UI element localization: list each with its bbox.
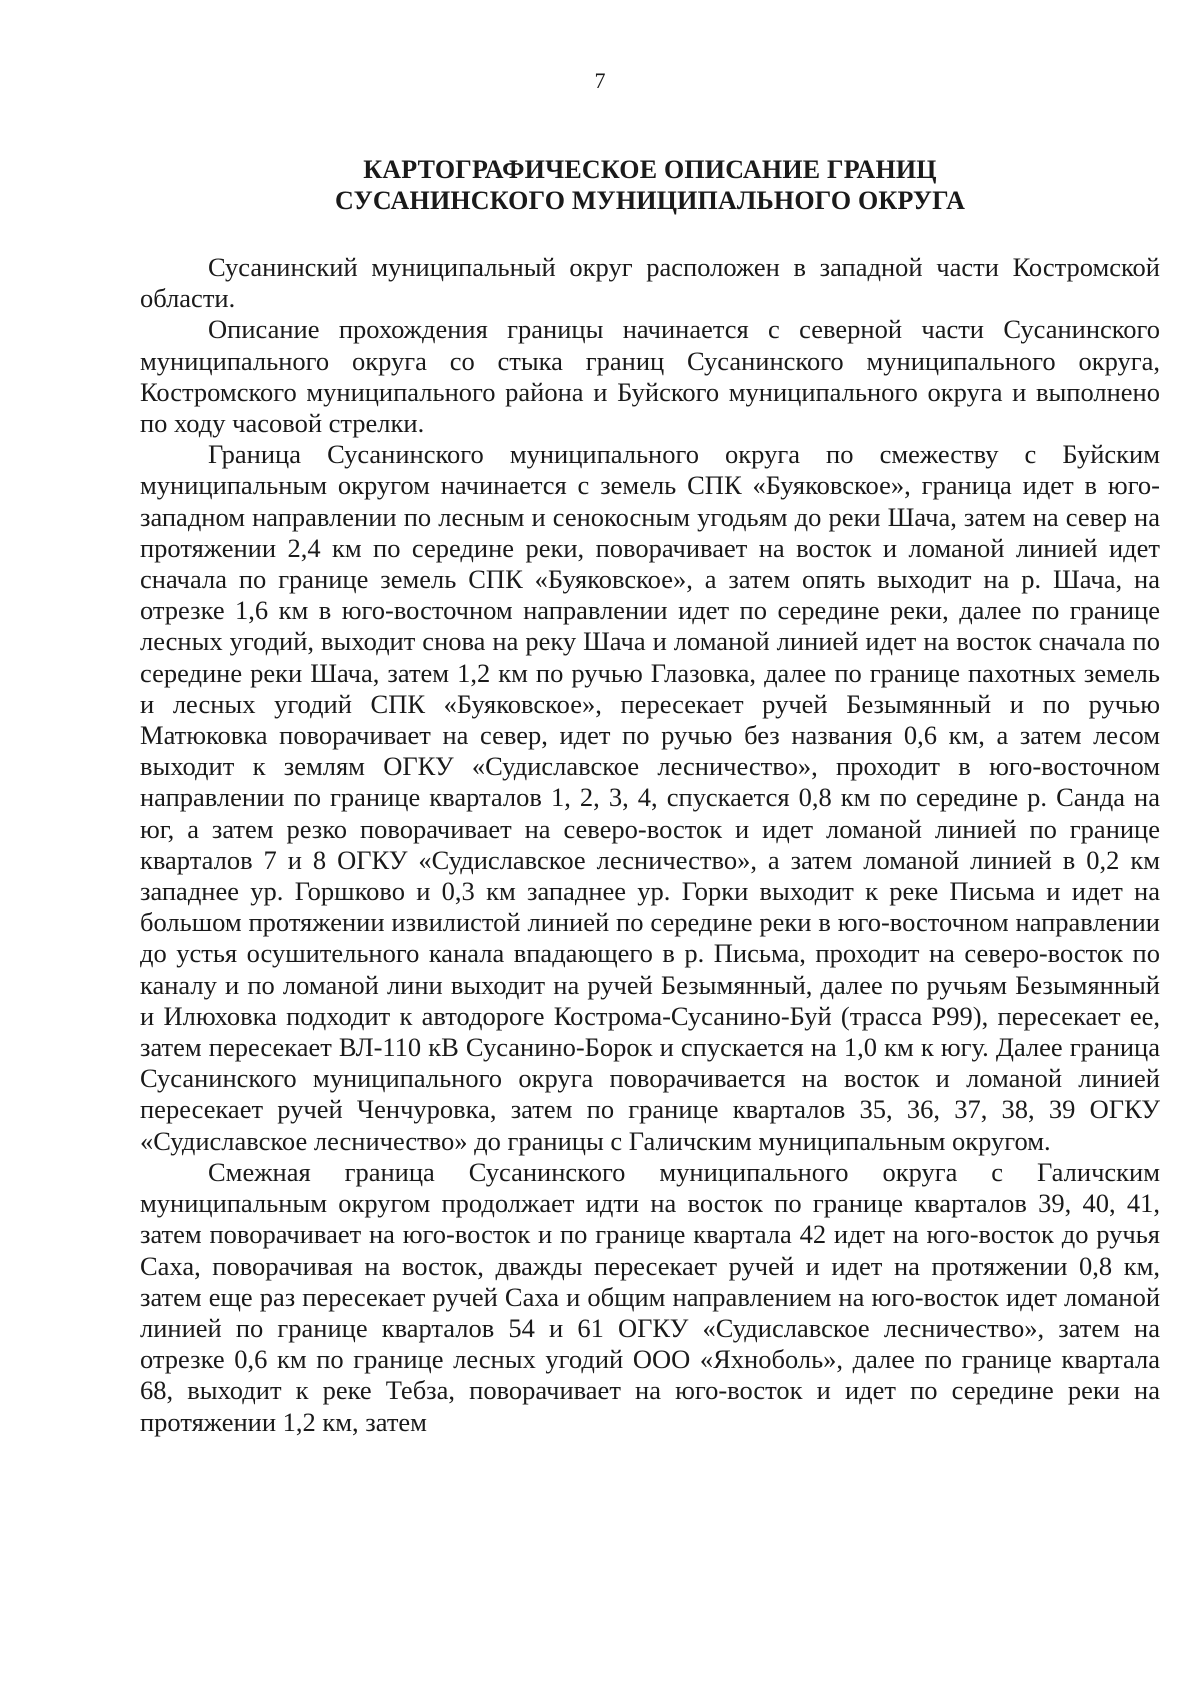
paragraph-location: Сусанинский муниципальный округ расположен в западной части Костромской области. xyxy=(140,252,1160,314)
title-line-1: КАРТОГРАФИЧЕСКОЕ ОПИСАНИЕ ГРАНИЦ xyxy=(363,155,937,184)
document-body xyxy=(140,252,1160,1438)
document-title xyxy=(140,154,1160,216)
page-number: 7 xyxy=(594,68,606,93)
paragraph-buysky-border: Граница Сусанинского муниципального округа по смежеству с Буйским муниципальным округом начинается с земель СПК «Буяковское», граница идет в юго-западном направлении по лесным и сенокосным угодьям до реки Шача, затем на север на протяжении 2,4 км по середине реки, поворачивает на восток и ломаной линией идет сначала по границе земель СПК «Буяковское», а затем опять выходит на р. Шача, на отрезке 1,6 км в юго-восточном направлении идет по середине реки, далее по границе лесных угодий, выходит снова на реку Шача и ломаной линией идет на восток сначала по середине реки Шача, затем 1,2 км по ручью Глазовка, далее по границе пахотных земель и лесных угодий СПК «Буяковское», пересекает ручей Безымянный и по ручью Матюковка поворачивает на север, идет по ручью без названия 0,6 км, а затем лесом выходит к землям ОГКУ «Судиславское лесничество», проходит в юго-восточном направлении по границе кварталов 1, 2, 3, 4, спускается 0,8 км по середине р. Санда на юг, а затем резко поворачивает на северо-восток и идет ломаной линией по границе кварталов 7 и 8 ОГКУ «Судиславское лесничество», а затем ломаной линией в 0,2 км западнее ур. Горшково и 0,3 км западнее ур. Горки выходит к реке Письма и идет на большом протяжении извилистой линией по середине реки в юго-восточном направлении до устья осушительного канала впадающего в р. Письма, проходит на северо-восток по каналу и по ломаной лини выходит на ручей Безымянный, далее по ручьям Безымянный и Илюховка подходит к автодороге Кострома-Сусанино-Буй (трасса Р99), пересекает ее, затем пересекает ВЛ-110 кВ Сусанино-Борок и спускается на 1,0 км к югу. Далее граница Сусанинского муниципального округа поворачивается на восток и ломаной линией пересекает ручей Ченчуровка, затем по границе кварталов 35, 36, 37, 38, 39 ОГКУ «Судиславское лесничество» до границы с Галичским муниципальным округом. xyxy=(140,439,1160,1156)
paragraph-galichsky-border: Смежная граница Сусанинского муниципального округа с Галичским муниципальным округом продолжает идти на восток по границе кварталов 39, 40, 41, затем поворачивает на юго-восток и по границе квартала 42 идет на юго-восток до ручья Саха, поворачивая на восток, дважды пересекает ручей и идет на протяжении 0,8 км, затем еще раз пересекает ручей Саха и общим направлением на юго-восток идет ломаной линией по границе кварталов 54 и 61 ОГКУ «Судиславское лесничество», затем на отрезке 0,6 км по границе лесных угодий ООО «Яхноболь», далее по границе квартала 68, выходит к реке Тебза, поворачивает на юго-восток и идет по середине реки на протяжении 1,2 км, затем xyxy=(140,1156,1160,1437)
title-line-2: СУСАНИНСКОГО МУНИЦИПАЛЬНОГО ОКРУГА xyxy=(334,186,966,215)
paragraph-description-start: Описание прохождения границы начинается с северной части Сусанинского муниципального округа со стыка границ Сусанинского муниципального округа, Костромского муниципального района и Буйского муниципального округа и выполнено по ходу часовой стрелки. xyxy=(140,314,1160,439)
